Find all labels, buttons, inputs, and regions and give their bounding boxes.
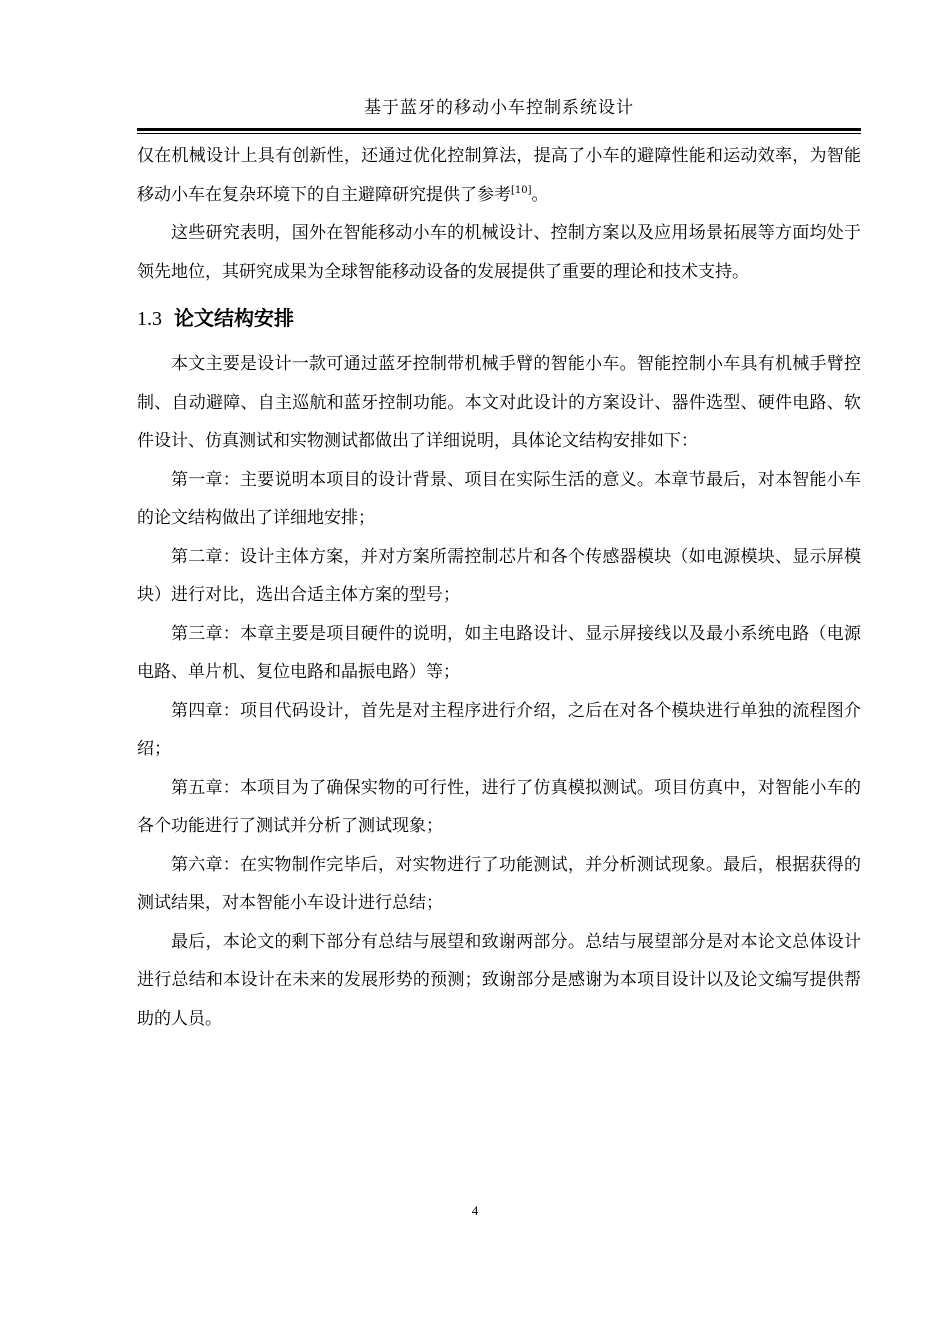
chapter-item-1: 第一章：主要说明本项目的设计背景、项目在实际生活的意义。本章节最后，对本智能小车的论文结构做出了详细地安排；	[137, 469, 861, 528]
running-header: 基于蓝牙的移动小车控制系统设计	[364, 98, 634, 118]
header-rule-thin	[137, 133, 861, 134]
chapter-item-6: 第六章：在实物制作完毕后，对实物进行了功能测试，并分析测试现象。最后，根据获得的测试结果，对本智能小车设计进行总结；	[137, 854, 861, 913]
paragraph-continued	[137, 137, 861, 214]
header-rule-thick	[137, 128, 861, 131]
chapter-item-2: 第二章：设计主体方案，并对方案所需控制芯片和各个传感器模块（如电源模块、显示屏模块）进行对比，选出合适主体方案的型号；	[137, 546, 861, 605]
chapter-item-4: 第四章：项目代码设计，首先是对主程序进行介绍，之后在对各个模块进行单独的流程图介绍；	[137, 700, 861, 759]
page-number: 4	[471, 1203, 479, 1218]
document-body	[137, 137, 861, 1038]
section-number: 1.3	[137, 308, 162, 330]
section-title: 论文结构安排	[174, 306, 294, 330]
paragraph-closing: 最后，本论文的剩下部分有总结与展望和致谢两部分。总结与展望部分是对本论文总体设计进行总结和本设计在未来的发展形势的预测；致谢部分是感谢为本项目设计以及论文编写提供帮助的人员。	[137, 931, 861, 1029]
section-heading	[137, 291, 861, 345]
paragraph: 本文主要是设计一款可通过蓝牙控制带机械手臂的智能小车。智能控制小车具有机械手臂控制、自动避障、自主巡航和蓝牙控制功能。本文对此设计的方案设计、器件选型、硬件电路、软件设计、仿真测试和实物测试都做出了详细说明，具体论文结构安排如下：	[137, 354, 861, 451]
paragraph: 这些研究表明，国外在智能移动小车的机械设计、控制方案以及应用场景拓展等方面均处于领先地位，其研究成果为全球智能移动设备的发展提供了重要的理论和技术支持。	[137, 223, 861, 282]
citation: [10]	[511, 184, 532, 196]
chapter-item-5: 第五章：本项目为了确保实物的可行性，进行了仿真模拟测试。项目仿真中，对智能小车的各个功能进行了测试并分析了测试现象；	[137, 777, 861, 836]
paragraph-text: 仅在机械设计上具有创新性，还通过优化控制算法，提高了小车的避障性能和运动效率，为智能移动小车在复杂环境下的自主避障研究提供了参考	[137, 146, 861, 205]
paragraph-end: 。	[531, 184, 549, 205]
chapter-item-3: 第三章：本章主要是项目硬件的说明，如主电路设计、显示屏接线以及最小系统电路（电源电路、单片机、复位电路和晶振电路）等；	[137, 623, 861, 682]
